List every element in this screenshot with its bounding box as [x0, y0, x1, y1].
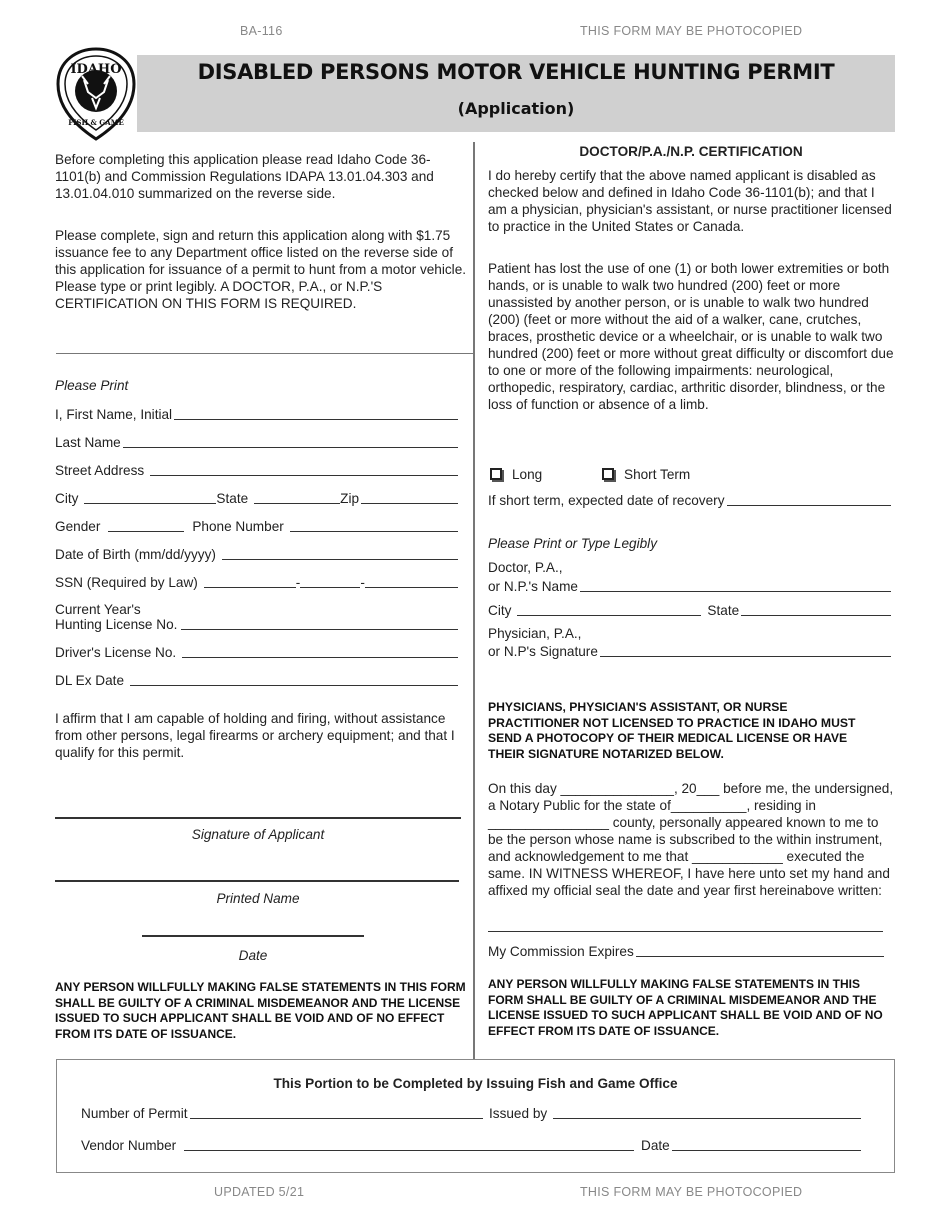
photocopy-note-bottom: THIS FORM MAY BE PHOTOCOPIED: [580, 1185, 803, 1199]
short-term-checkbox[interactable]: [602, 468, 614, 480]
first-name-field[interactable]: [55, 405, 458, 423]
ssn-dash-1: -: [295, 575, 301, 590]
doctor-name-field[interactable]: [488, 577, 891, 595]
office-date-field[interactable]: [641, 1136, 861, 1154]
printed-name-line[interactable]: [55, 880, 459, 882]
street-address-field[interactable]: [55, 461, 458, 479]
vendor-number-line[interactable]: [184, 1150, 634, 1151]
vendor-number-field[interactable]: [81, 1136, 634, 1154]
ssn-line-1[interactable]: [204, 587, 296, 588]
issued-by-line[interactable]: [553, 1118, 861, 1119]
dl-ex-date-line[interactable]: [130, 685, 458, 686]
city-state-zip-field[interactable]: [55, 489, 458, 507]
intro-paragraph-1: Before completing this application please read Idaho Code 36-1101(b) and Commission Regulations IDAPA 13.01.04.303 and 13.01.04.010 summarized on the reverse side.: [55, 152, 434, 201]
first-name-label: I, First Name, Initial: [55, 407, 173, 422]
applicant-date-label: Date: [238, 948, 268, 963]
gender-phone-field[interactable]: [55, 517, 458, 535]
dl-ex-date-label: DL Ex Date: [55, 673, 125, 688]
last-name-line[interactable]: [123, 447, 458, 448]
notary-paragraph: On this day _______________, 20___ before me, the undersigned, a Notary Public for the state of__________, residing in ________________ county, personally appeared known to me to be the person whose name is subscribed to the within instrument, and acknowledgement to me that ____________ executed the same. IN WITNESS WHEREOF, I have here unto set my hand and affixed my official seal the date and year first hereinabove written:: [488, 781, 894, 898]
short-term-label: Short Term: [624, 467, 691, 482]
idaho-fish-game-logo: [54, 46, 138, 142]
certification-paragraph-1: I do hereby certify that the above named applicant is disabled as checked below and defined in Idaho Code 36-1101(b); and that I am a physician, physician's assistant, or nurse practitioner licensed to practice in the United States or Canada.: [488, 168, 892, 234]
gender-label: Gender: [55, 519, 101, 534]
dob-line[interactable]: [222, 559, 458, 560]
city-label: City: [55, 491, 79, 506]
gender-line[interactable]: [108, 531, 184, 532]
long-label: Long: [512, 467, 543, 482]
form-number: BA-116: [240, 24, 283, 38]
page-title: DISABLED PERSONS MOTOR VEHICLE HUNTING PERMIT: [197, 60, 835, 84]
physician-signature-field[interactable]: [488, 642, 891, 660]
print-type-label: Please Print or Type Legibly: [488, 536, 657, 551]
commission-expires-label: My Commission Expires: [488, 944, 634, 959]
long-checkbox[interactable]: [490, 468, 502, 480]
state-line[interactable]: [254, 503, 340, 504]
certification-paragraph-2: Patient has lost the use of one (1) or both lower extremities or both hands, or is unable to walk two hundred (200) feet or more unassisted by another person, or is unable to walk two hundred (200) (feet or more without the aid of a walker, cane, crutches, braces, prosthetic device or a wheelchair, or is unable to walk two hundred (200) feet or more without great difficulty or discomfort due to one or more of the following impairments: neurological, orthopedic, respiratory, cardiac, arthritic disorder, blindness, or the loss of function or absence of a limb.: [488, 261, 894, 412]
doctor-label-1: Doctor, P.A.,: [488, 560, 563, 575]
state-label: State: [216, 491, 249, 506]
doctor-name-line[interactable]: [580, 591, 891, 592]
office-date-label: Date: [641, 1138, 670, 1153]
first-name-line[interactable]: [174, 419, 458, 420]
street-address-label: Street Address: [55, 463, 145, 478]
section-divider: [56, 353, 475, 354]
logo-top-text: IDAHO: [70, 62, 122, 77]
doctor-state-label: State: [707, 603, 740, 618]
office-heading: This Portion to be Completed by Issuing Fish and Game Office: [273, 1076, 678, 1091]
ssn-field[interactable]: [55, 573, 458, 591]
short-term-option[interactable]: [602, 466, 690, 483]
physician-signature-label: or N.P's Signature: [488, 644, 598, 659]
please-print-label: Please Print: [55, 378, 129, 393]
issued-by-field[interactable]: [489, 1104, 861, 1122]
license-notice: PHYSICIANS, PHYSICIAN'S ASSISTANT, OR NURSE PRACTITIONER NOT LICENSED TO PRACTICE IN IDAHO MUST SEND A PHOTOCOPY OF THEIR MEDICAL LICENSE OR HAVE THEIR SIGNATURE NOTARIZED BELOW.: [488, 700, 856, 761]
doctor-name-label: or N.P.'s Name: [488, 579, 578, 594]
zip-label: Zip: [340, 491, 360, 506]
office-date-line[interactable]: [672, 1150, 861, 1151]
ssn-line-3[interactable]: [365, 587, 458, 588]
logo-badge-icon: [54, 46, 138, 142]
dl-ex-date-field[interactable]: [55, 671, 458, 689]
physician-signature-line[interactable]: [600, 656, 891, 657]
affirm-statement: I affirm that I am capable of holding and firing, without assistance from other persons, legal firearms or archery equipment; and that I qualify for this permit.: [55, 711, 455, 760]
intro-paragraph-2: Please complete, sign and return this application along with $1.75 issuance fee to any Department office listed on the reverse side of this application for issuance of a permit to hunt from a motor vehicle. Please type or print legibly. A DOCTOR, P.A., or N.P.'S CERTIFICATION ON THIS FORM IS REQUIRED.: [55, 228, 467, 311]
last-name-label: Last Name: [55, 435, 121, 450]
photocopy-note-top: THIS FORM MAY BE PHOTOCOPIED: [580, 24, 803, 38]
drivers-license-field[interactable]: [55, 643, 458, 661]
doctor-city-label: City: [488, 603, 512, 618]
long-option[interactable]: [490, 466, 542, 483]
certification-heading: DOCTOR/P.A./N.P. CERTIFICATION: [579, 144, 803, 159]
phone-line[interactable]: [290, 531, 458, 532]
recovery-date-field[interactable]: [488, 491, 891, 509]
commission-expires-field[interactable]: [488, 942, 884, 960]
notary-signature-line[interactable]: [488, 931, 883, 932]
doctor-city-state-field[interactable]: [488, 601, 891, 619]
permit-number-label: Number of Permit: [81, 1106, 188, 1121]
physician-label-1: Physician, P.A.,: [488, 626, 582, 641]
dob-label: Date of Birth (mm/dd/yyyy): [55, 547, 216, 562]
permit-number-line[interactable]: [190, 1118, 483, 1119]
drivers-license-label: Driver's License No.: [55, 645, 177, 660]
column-divider: [473, 142, 475, 1060]
last-name-field[interactable]: [55, 433, 458, 451]
recovery-date-line[interactable]: [727, 505, 892, 506]
applicant-date-line[interactable]: [142, 935, 364, 937]
printed-name-label: Printed Name: [216, 891, 300, 906]
street-address-line[interactable]: [150, 475, 458, 476]
hunting-license-label: Hunting License No.: [55, 617, 178, 632]
hunting-license-field[interactable]: [55, 615, 458, 633]
zip-line[interactable]: [361, 503, 458, 504]
permit-number-field[interactable]: [81, 1104, 483, 1122]
applicant-signature-line[interactable]: [55, 817, 461, 819]
doctor-city-line[interactable]: [517, 615, 701, 616]
city-line[interactable]: [84, 503, 216, 504]
ssn-dash-2: -: [360, 575, 365, 590]
ssn-line-2[interactable]: [300, 587, 360, 588]
drivers-license-line[interactable]: [182, 657, 458, 658]
issued-by-label: Issued by: [489, 1106, 548, 1121]
commission-expires-line[interactable]: [636, 956, 884, 957]
doctor-state-line[interactable]: [741, 615, 891, 616]
license-label-1: Current Year's: [55, 602, 141, 617]
warning-left: ANY PERSON WILLFULLY MAKING FALSE STATEMENTS IN THIS FORM SHALL BE GUILTY OF A CRIMINAL MISDEMEANOR AND THE LICENSE ISSUED TO SUCH APPLICANT SHALL BE VOID AND OF NO EFFECT FROM ITS DATE OF ISSUANCE.: [55, 980, 466, 1041]
recovery-date-label: If short term, expected date of recovery: [488, 493, 725, 508]
applicant-signature-label: Signature of Applicant: [191, 827, 325, 842]
dob-field[interactable]: [55, 545, 458, 563]
logo-bottom-text: FISH & GAME: [68, 118, 124, 127]
phone-label: Phone Number: [192, 519, 284, 534]
page-subtitle: (Application): [457, 99, 575, 118]
updated-note: UPDATED 5/21: [214, 1185, 305, 1199]
vendor-number-label: Vendor Number: [81, 1138, 177, 1153]
hunting-license-line[interactable]: [181, 629, 458, 630]
ssn-label: SSN (Required by Law): [55, 575, 198, 590]
warning-right: ANY PERSON WILLFULLY MAKING FALSE STATEMENTS IN THIS FORM SHALL BE GUILTY OF A CRIMINAL MISDEMEANOR AND THE LICENSE ISSUED TO SUCH APPLICANT SHALL BE VOID AND OF NO EFFECT FROM ITS DATE OF ISSUANCE.: [488, 977, 883, 1038]
